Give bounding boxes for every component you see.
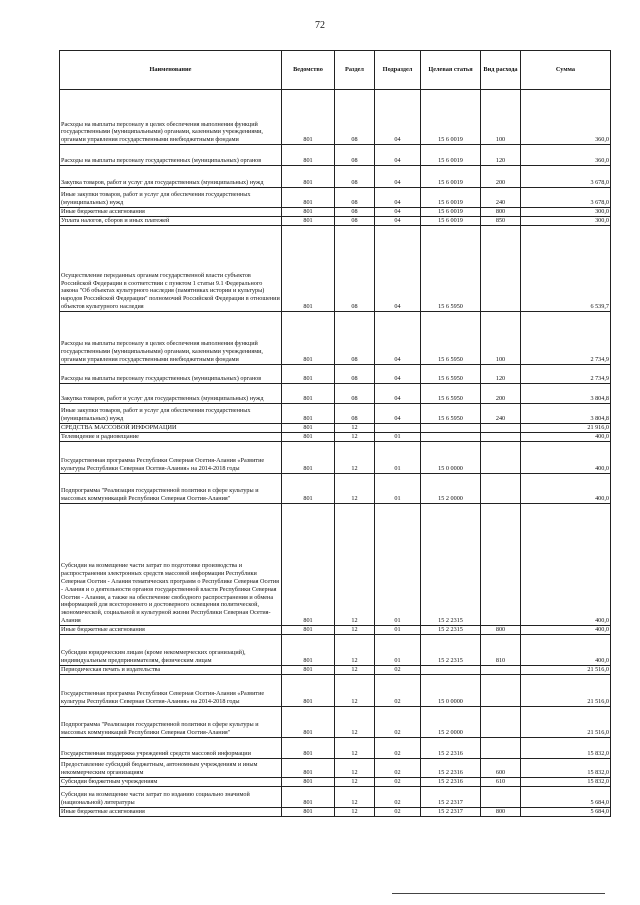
table-row <box>60 473 611 503</box>
cell-vedomstvo: 801 <box>282 423 335 432</box>
cell-sum: 2 734,9 <box>521 311 611 364</box>
cell-name: Государственная поддержка учреждений средств массовой информации <box>60 737 282 758</box>
cell-vedomstvo: 801 <box>282 225 335 311</box>
cell-razdel: 08 <box>335 166 375 188</box>
cell-razdel: 12 <box>335 758 375 777</box>
cell-podrazdel: 01 <box>375 503 421 625</box>
table-row <box>60 634 611 665</box>
cell-podrazdel: 04 <box>375 403 421 423</box>
cell-target-article: 15 2 2315 <box>421 625 481 634</box>
cell-sum: 2 734,9 <box>521 364 611 383</box>
table-row <box>60 625 611 634</box>
cell-vedomstvo: 801 <box>282 665 335 674</box>
cell-expense-type: 600 <box>481 758 521 777</box>
cell-sum: 21 516,0 <box>521 674 611 706</box>
cell-podrazdel: 04 <box>375 188 421 208</box>
cell-expense-type <box>481 432 521 441</box>
cell-vedomstvo: 801 <box>282 432 335 441</box>
cell-expense-type: 120 <box>481 364 521 383</box>
cell-vedomstvo: 801 <box>282 383 335 403</box>
cell-sum: 21 516,0 <box>521 665 611 674</box>
cell-target-article: 15 6 5950 <box>421 364 481 383</box>
cell-sum: 21 516,0 <box>521 706 611 737</box>
cell-sum: 15 832,0 <box>521 737 611 758</box>
cell-expense-type: 240 <box>481 188 521 208</box>
cell-vedomstvo: 801 <box>282 737 335 758</box>
cell-razdel: 12 <box>335 737 375 758</box>
cell-name: Субсидии на возмещение части затрат по подготовке производства и распространения электронных средств массовой информации Республики Северная Осетия - Алания тематических программ о Республике Северная Осетия - Алания и о деятельности органов государственной власти Республики Северная Осетия - Алания, а также на обеспечение свободного распространения и обмена информацией для всестороннего и достоверного освещения политической, экономической, социальной и культурной жизни Республики Северная Осетия-Алания <box>60 503 282 625</box>
cell-name: Уплата налогов, сборов и иных платежей <box>60 216 282 225</box>
cell-razdel: 12 <box>335 777 375 786</box>
cell-podrazdel: 02 <box>375 706 421 737</box>
cell-sum: 400,0 <box>521 441 611 473</box>
header-sum: Сумма <box>521 51 611 90</box>
cell-podrazdel: 02 <box>375 665 421 674</box>
cell-expense-type: 200 <box>481 166 521 188</box>
cell-sum: 360,0 <box>521 145 611 166</box>
cell-name: Расходы на выплаты персоналу государственных (муниципальных) органов <box>60 145 282 166</box>
cell-name: Иные бюджетные ассигнования <box>60 807 282 816</box>
cell-target-article: 15 2 2317 <box>421 807 481 816</box>
cell-vedomstvo: 801 <box>282 188 335 208</box>
cell-target-article: 15 6 0019 <box>421 90 481 145</box>
cell-podrazdel: 02 <box>375 807 421 816</box>
table-row <box>60 665 611 674</box>
cell-vedomstvo: 801 <box>282 807 335 816</box>
table-row <box>60 383 611 403</box>
cell-name: Иные закупки товаров, работ и услуг для обеспечения государственных (муниципальных) нужд <box>60 403 282 423</box>
table-row <box>60 777 611 786</box>
cell-podrazdel: 01 <box>375 441 421 473</box>
cell-razdel: 12 <box>335 807 375 816</box>
cell-podrazdel <box>375 423 421 432</box>
cell-vedomstvo: 801 <box>282 777 335 786</box>
cell-name: Предоставление субсидий бюджетным, автономным учреждениям и иным некоммерческим организациям <box>60 758 282 777</box>
cell-sum: 3 678,0 <box>521 166 611 188</box>
cell-target-article: 15 2 0000 <box>421 706 481 737</box>
cell-vedomstvo: 801 <box>282 311 335 364</box>
cell-sum: 400,0 <box>521 503 611 625</box>
table-header-row <box>60 51 611 90</box>
cell-target-article: 15 2 2315 <box>421 503 481 625</box>
cell-target-article: 15 6 0019 <box>421 208 481 217</box>
cell-sum: 3 804,8 <box>521 403 611 423</box>
cell-name: Государственная программа Республики Северная Осетия-Алания «Развитие культуры Республики Северная Осетия-Алания» на 2014-2018 годы <box>60 441 282 473</box>
cell-vedomstvo: 801 <box>282 208 335 217</box>
cell-podrazdel: 01 <box>375 634 421 665</box>
cell-vedomstvo: 801 <box>282 166 335 188</box>
cell-podrazdel: 04 <box>375 311 421 364</box>
cell-razdel: 08 <box>335 311 375 364</box>
header-podrazdel: Подраздел <box>375 51 421 90</box>
cell-podrazdel: 02 <box>375 786 421 807</box>
cell-target-article: 15 2 2315 <box>421 634 481 665</box>
cell-razdel: 12 <box>335 706 375 737</box>
cell-name: Телевидение и радиовещание <box>60 432 282 441</box>
cell-name: Субсидии юридическим лицам (кроме некоммерческих организаций), индивидуальным предпринимателям, физическим лицам <box>60 634 282 665</box>
cell-expense-type: 800 <box>481 208 521 217</box>
cell-name: Иные бюджетные ассигнования <box>60 625 282 634</box>
table-row <box>60 786 611 807</box>
cell-razdel: 08 <box>335 403 375 423</box>
cell-sum: 15 832,0 <box>521 777 611 786</box>
cell-vedomstvo: 801 <box>282 90 335 145</box>
footer-rule <box>392 893 605 894</box>
cell-sum: 360,0 <box>521 90 611 145</box>
table-row <box>60 216 611 225</box>
cell-expense-type: 100 <box>481 90 521 145</box>
table-row <box>60 807 611 816</box>
cell-vedomstvo: 801 <box>282 403 335 423</box>
cell-target-article: 15 6 0019 <box>421 216 481 225</box>
cell-target-article: 15 6 5950 <box>421 311 481 364</box>
cell-name: Подпрограмма "Реализация государственной политики в сфере культуры и массовых коммуникаций Республики Северная Осетия-Алания" <box>60 473 282 503</box>
cell-podrazdel: 02 <box>375 737 421 758</box>
cell-sum: 6 539,7 <box>521 225 611 311</box>
table-row <box>60 90 611 145</box>
cell-podrazdel: 04 <box>375 208 421 217</box>
cell-vedomstvo: 801 <box>282 216 335 225</box>
cell-name: Иные закупки товаров, работ и услуг для обеспечения государственных (муниципальных) нужд <box>60 188 282 208</box>
cell-vedomstvo: 801 <box>282 473 335 503</box>
cell-razdel: 12 <box>335 503 375 625</box>
cell-podrazdel: 04 <box>375 383 421 403</box>
cell-target-article: 15 6 5950 <box>421 225 481 311</box>
cell-name: Субсидии на возмещение части затрат по изданию социально значимой (национальной) литературы <box>60 786 282 807</box>
cell-razdel: 12 <box>335 441 375 473</box>
page-number: 72 <box>315 20 325 31</box>
cell-expense-type <box>481 423 521 432</box>
cell-target-article: 15 6 0019 <box>421 166 481 188</box>
header-target-article: Целевая статья <box>421 51 481 90</box>
table-row <box>60 423 611 432</box>
table-row <box>60 208 611 217</box>
cell-target-article: 15 6 5950 <box>421 403 481 423</box>
cell-expense-type <box>481 473 521 503</box>
cell-name: Периодическая печать и издательства <box>60 665 282 674</box>
cell-razdel: 08 <box>335 188 375 208</box>
cell-name: Подпрограмма "Реализация государственной политики в сфере культуры и массовых коммуникаций Республики Северная Осетия-Алания" <box>60 706 282 737</box>
table-row <box>60 311 611 364</box>
cell-name: Закупка товаров, работ и услуг для государственных (муниципальных) нужд <box>60 383 282 403</box>
cell-expense-type <box>481 674 521 706</box>
cell-target-article: 15 2 2316 <box>421 777 481 786</box>
cell-razdel: 08 <box>335 225 375 311</box>
table-row <box>60 441 611 473</box>
cell-expense-type: 800 <box>481 807 521 816</box>
cell-name: Расходы на выплаты персоналу в целях обеспечения выполнения функций государственными (муниципальными) органами, казенными учреждениями, органами управления государственными внебюджетными фондами <box>60 311 282 364</box>
cell-vedomstvo: 801 <box>282 364 335 383</box>
cell-podrazdel: 04 <box>375 145 421 166</box>
cell-name: Закупка товаров, работ и услуг для государственных (муниципальных) нужд <box>60 166 282 188</box>
cell-razdel: 12 <box>335 625 375 634</box>
cell-razdel: 08 <box>335 145 375 166</box>
cell-razdel: 12 <box>335 634 375 665</box>
table-row <box>60 503 611 625</box>
cell-expense-type <box>481 441 521 473</box>
cell-sum: 5 684,0 <box>521 807 611 816</box>
cell-name: Иные бюджетные ассигнования <box>60 208 282 217</box>
cell-razdel: 12 <box>335 786 375 807</box>
cell-podrazdel: 04 <box>375 166 421 188</box>
table-row <box>60 674 611 706</box>
cell-sum: 300,0 <box>521 208 611 217</box>
cell-target-article: 15 2 0000 <box>421 473 481 503</box>
header-name: Наименование <box>60 51 282 90</box>
cell-expense-type <box>481 786 521 807</box>
cell-name: Расходы на выплаты персоналу в целях обеспечения выполнения функций государственными (муниципальными) органами, казенными учреждениями, органами управления государственными внебюджетными фондами <box>60 90 282 145</box>
table-body <box>60 90 611 817</box>
cell-expense-type <box>481 665 521 674</box>
cell-vedomstvo: 801 <box>282 674 335 706</box>
cell-podrazdel: 04 <box>375 225 421 311</box>
cell-expense-type: 100 <box>481 311 521 364</box>
cell-vedomstvo: 801 <box>282 441 335 473</box>
header-razdel: Раздел <box>335 51 375 90</box>
cell-target-article: 15 2 2316 <box>421 737 481 758</box>
cell-podrazdel: 04 <box>375 364 421 383</box>
cell-podrazdel: 02 <box>375 674 421 706</box>
cell-razdel: 08 <box>335 364 375 383</box>
table-row <box>60 145 611 166</box>
cell-target-article <box>421 423 481 432</box>
cell-target-article: 15 0 0000 <box>421 674 481 706</box>
cell-razdel: 08 <box>335 208 375 217</box>
cell-expense-type: 200 <box>481 383 521 403</box>
cell-razdel: 12 <box>335 674 375 706</box>
cell-expense-type <box>481 737 521 758</box>
cell-razdel: 08 <box>335 90 375 145</box>
cell-podrazdel: 04 <box>375 216 421 225</box>
cell-name: Государственная программа Республики Северная Осетия-Алания «Развитие культуры Республики Северная Осетия-Алания» на 2014-2018 годы <box>60 674 282 706</box>
cell-name: Расходы на выплаты персоналу государственных (муниципальных) органов <box>60 364 282 383</box>
table-row <box>60 364 611 383</box>
cell-expense-type: 850 <box>481 216 521 225</box>
cell-sum: 400,0 <box>521 625 611 634</box>
table-row <box>60 225 611 311</box>
header-vedomstvo: Ведомство <box>282 51 335 90</box>
cell-expense-type: 810 <box>481 634 521 665</box>
table-row <box>60 758 611 777</box>
budget-table <box>59 50 611 817</box>
cell-expense-type <box>481 225 521 311</box>
cell-target-article: 15 6 5950 <box>421 383 481 403</box>
cell-target-article: 15 2 2316 <box>421 758 481 777</box>
cell-vedomstvo: 801 <box>282 145 335 166</box>
cell-sum: 400,0 <box>521 432 611 441</box>
table-row <box>60 403 611 423</box>
table-row <box>60 188 611 208</box>
cell-sum: 21 916,0 <box>521 423 611 432</box>
cell-podrazdel: 02 <box>375 758 421 777</box>
cell-sum: 400,0 <box>521 634 611 665</box>
cell-podrazdel: 04 <box>375 90 421 145</box>
cell-name: Субсидии бюджетным учреждениям <box>60 777 282 786</box>
header-expense-type: Вид расхода <box>481 51 521 90</box>
table-row <box>60 166 611 188</box>
cell-sum: 5 684,0 <box>521 786 611 807</box>
cell-sum: 15 832,0 <box>521 758 611 777</box>
cell-razdel: 12 <box>335 473 375 503</box>
cell-vedomstvo: 801 <box>282 786 335 807</box>
cell-podrazdel: 01 <box>375 473 421 503</box>
cell-razdel: 12 <box>335 432 375 441</box>
cell-target-article <box>421 665 481 674</box>
cell-expense-type <box>481 706 521 737</box>
table-row <box>60 737 611 758</box>
cell-expense-type: 800 <box>481 625 521 634</box>
cell-sum: 400,0 <box>521 473 611 503</box>
cell-expense-type: 240 <box>481 403 521 423</box>
cell-target-article: 15 6 0019 <box>421 145 481 166</box>
cell-expense-type: 120 <box>481 145 521 166</box>
table-row <box>60 706 611 737</box>
cell-target-article: 15 6 0019 <box>421 188 481 208</box>
cell-sum: 3 804,8 <box>521 383 611 403</box>
cell-vedomstvo: 801 <box>282 706 335 737</box>
cell-target-article: 15 2 2317 <box>421 786 481 807</box>
cell-expense-type <box>481 503 521 625</box>
cell-razdel: 08 <box>335 216 375 225</box>
cell-vedomstvo: 801 <box>282 625 335 634</box>
cell-expense-type: 610 <box>481 777 521 786</box>
cell-razdel: 12 <box>335 665 375 674</box>
cell-name: Осуществление переданных органам государственной власти субъектов Российской Федерации в соответствии с пунктом 1 статьи 9.1 Федерального закона "Об объектах культурного наследия (памятниках истории и культуры) народов Российской Федерации" полномочий Российской Федерации в отношении объектов культурного наследия <box>60 225 282 311</box>
cell-podrazdel: 01 <box>375 625 421 634</box>
cell-razdel: 08 <box>335 383 375 403</box>
cell-name: СРЕДСТВА МАССОВОЙ ИНФОРМАЦИИ <box>60 423 282 432</box>
cell-razdel: 12 <box>335 423 375 432</box>
cell-target-article <box>421 432 481 441</box>
cell-vedomstvo: 801 <box>282 503 335 625</box>
cell-podrazdel: 02 <box>375 777 421 786</box>
cell-sum: 300,0 <box>521 216 611 225</box>
cell-vedomstvo: 801 <box>282 634 335 665</box>
cell-vedomstvo: 801 <box>282 758 335 777</box>
cell-sum: 3 678,0 <box>521 188 611 208</box>
table-row <box>60 432 611 441</box>
cell-target-article: 15 0 0000 <box>421 441 481 473</box>
cell-podrazdel: 01 <box>375 432 421 441</box>
